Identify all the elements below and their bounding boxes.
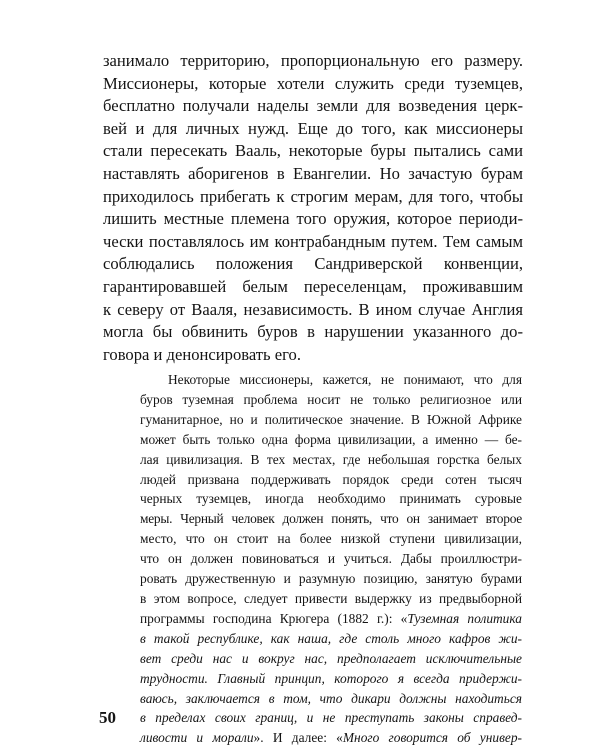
quote-text-line: [140, 609, 522, 629]
text-segment: место, что он стоит на более низкой ступени цивилизации,: [140, 531, 522, 547]
quote-text-line: [140, 450, 522, 470]
text-segment: в этом вопросе, следует привести выдержку из предвыборной: [140, 590, 522, 606]
text-segment: лая цивилизация. В тех местах, где небольшая горстка белых: [140, 451, 522, 467]
quote-text-line: [140, 529, 522, 549]
text-segment: ровать дружественную и разумную позицию, занятую бурами: [140, 571, 522, 587]
quote-text-line: [140, 410, 522, 430]
text-segment: буров туземная проблема носит не только религиозное или: [140, 391, 522, 407]
italic-segment: трудности. Главный принцип, которого я всегда придержи-: [140, 670, 522, 686]
main-paragraph: [103, 50, 523, 366]
quote-text-line: [140, 569, 522, 589]
quote-text-line: [140, 489, 522, 509]
main-text-line: чески поставлялось им контрабандным путем. Тем самым: [103, 231, 523, 251]
page-number: 50: [99, 708, 116, 727]
quote-text-line: [140, 629, 522, 649]
quote-text-line: [140, 549, 522, 569]
quote-text-line: [140, 470, 522, 490]
main-text-line: вей и для личных нужд. Еще до того, как миссионеры: [103, 118, 523, 138]
text-segment: что он должен повиноваться и учиться. Дабы проиллюстри-: [140, 551, 522, 567]
text-segment: гуманитарное, но и политическое значение. В Южной Африке: [140, 411, 522, 427]
main-text-line: говора и денонсировать его.: [103, 344, 301, 364]
main-text-line: стали пересекать Вааль, некоторые буры пытались сами: [103, 141, 523, 161]
main-text-line: гарантировавшей белым переселенцам, проживавшим: [103, 276, 523, 296]
italic-segment: в пределах своих границ, и не преступать законы справед-: [140, 710, 522, 726]
text-segment: ». И далее: «: [253, 730, 343, 746]
quote-text-line: [140, 370, 522, 390]
italic-segment: ливости и морали: [140, 730, 254, 746]
main-text-line: бесплатно получали наделы земли для возведения церк-: [103, 96, 523, 116]
quoted-block: [140, 370, 522, 748]
text-segment: Некоторые миссионеры, кажется, не понимают, что для: [168, 372, 522, 387]
main-text-line: могла бы обвинить буров в нарушении указанного до-: [103, 322, 523, 342]
italic-segment: вет среди нас и вокруг нас, предполагает исключительные: [140, 650, 522, 666]
main-text-line: занимало территорию, пропорциональную его размеру.: [103, 51, 523, 70]
italic-segment: ваюсь, заключается в том, что дикари должны находиться: [140, 690, 522, 706]
quote-text-line: [140, 430, 522, 450]
main-text-line: наставлять аборигенов в Евангелии. Но зачастую бурам: [103, 163, 523, 183]
main-text-line: лишить местные племена того оружия, которое периоди-: [103, 209, 523, 229]
quote-text-line: [140, 669, 522, 689]
italic-segment: Много говорится об универ-: [342, 730, 522, 746]
quote-text-line: [140, 509, 522, 529]
main-text-line: Миссионеры, которые хотели служить среди туземцев,: [103, 73, 523, 93]
quote-text-line: [140, 689, 522, 709]
quote-text-line: [140, 390, 522, 410]
main-text-line: к северу от Вааля, независимость. В ином случае Англия: [103, 299, 523, 319]
quote-text-line: [140, 589, 522, 609]
text-segment: людей призвана поддерживать порядок среди сотен тысяч: [140, 471, 522, 487]
text-segment: может быть только одна форма цивилизации, а именно — бе-: [140, 431, 522, 447]
text-segment: программы господина Крюгера (1882 г.): «: [140, 610, 408, 626]
quote-text-line: [140, 649, 522, 669]
italic-segment: в такой республике, как наша, где столь много кафров жи-: [140, 630, 522, 646]
main-text-line: приходилось прибегать к строгим мерам, для того, чтобы: [103, 186, 523, 206]
quote-text-line: [140, 708, 522, 728]
quote-text-line: [140, 728, 522, 748]
text-segment: черных туземцев, иногда необходимо принимать суровые: [140, 491, 522, 507]
italic-segment: Туземная политика: [407, 610, 523, 626]
main-text-line: соблюдались положения Сандриверской конвенции,: [103, 254, 523, 274]
text-segment: меры. Черный человек должен понять, что он занимает второе: [140, 511, 522, 527]
